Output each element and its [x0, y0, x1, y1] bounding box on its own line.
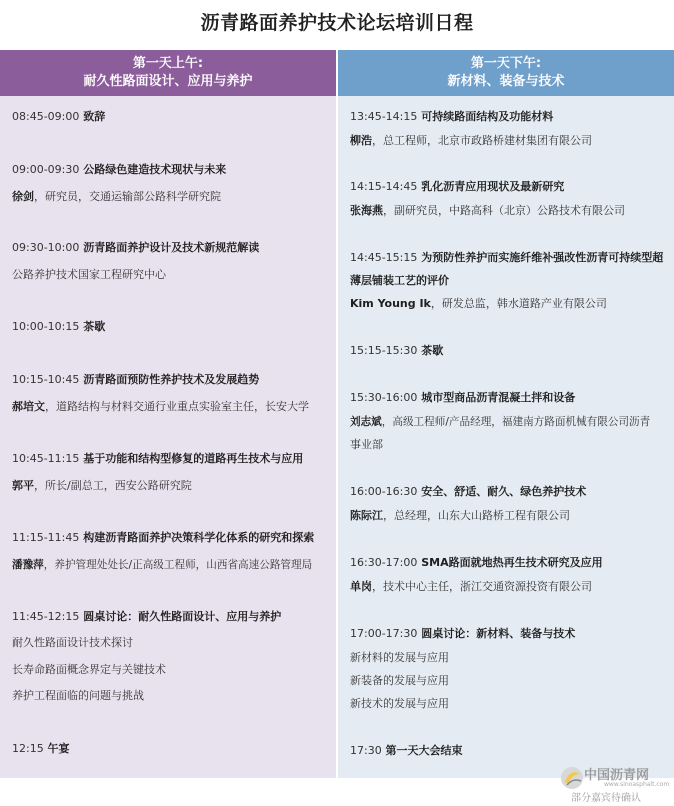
speaker-affiliation: ，总经理，山东大山路桥工程有限公司 — [383, 509, 570, 522]
morning-speaker-7 — [12, 558, 312, 572]
discussion-item: 新装备的发展与应用 — [350, 674, 449, 687]
morning-session-5 — [12, 373, 259, 387]
afternoon-speaker-7 — [350, 580, 592, 594]
session-time: 17:30 — [350, 744, 382, 757]
morning-header-line2: 耐久性路面设计、应用与养护 — [83, 74, 253, 89]
morning-speaker-5 — [12, 400, 309, 414]
discussion-item: 新材料的发展与应用 — [350, 651, 449, 664]
speaker-affiliation: ，所长/副总工，西安公路研究院 — [34, 479, 192, 492]
speaker-name: 刘志斌 — [350, 416, 382, 428]
speaker-affiliation: ，道路结构与材料交通行业重点实验室主任，长安大学 — [45, 400, 309, 413]
session-time: 16:30-17:00 — [350, 556, 418, 569]
speaker-name: 徐剑 — [12, 190, 34, 203]
speaker-name: 单岗 — [350, 580, 372, 593]
discussion-item: 新技术的发展与应用 — [350, 697, 449, 710]
session-time: 14:45-15:15 — [350, 251, 418, 264]
watermark-note: 部分嘉宾待确认 — [571, 793, 641, 804]
afternoon-session-3 — [350, 251, 663, 265]
session-time: 11:45-12:15 — [12, 610, 80, 623]
speaker-name: 张海燕 — [350, 204, 383, 217]
afternoon-speaker-5 — [350, 415, 650, 429]
speaker-affiliation: ，养护管理处处长/正高级工程师，山西省高速公路管理局 — [43, 559, 313, 571]
speaker-name: 郝培文 — [12, 400, 45, 413]
session-topic: 城市型商品沥青混凝土拌和设备 — [421, 391, 576, 404]
session-time: 08:45-09:00 — [12, 110, 80, 123]
afternoon-session-6 — [350, 485, 586, 499]
session-topic: 构建沥青路面养护决策科学化体系的研究和探索 — [83, 531, 315, 544]
session-time: 09:30-10:00 — [12, 241, 80, 254]
morning-speaker-6 — [12, 479, 192, 493]
session-time: 15:30-16:00 — [350, 391, 418, 404]
morning-session-4 — [12, 320, 105, 334]
session-time: 16:00-16:30 — [350, 485, 418, 498]
afternoon-session-4 — [350, 344, 443, 358]
session-time: 13:45-14:15 — [350, 110, 418, 123]
afternoon-speaker-5-affil-cont: 事业部 — [350, 438, 383, 451]
morning-session-9 — [12, 742, 70, 756]
morning-session-2 — [12, 163, 226, 177]
session-topic: 沥青路面养护设计及技术新规范解读 — [83, 241, 260, 254]
session-time: 12:15 — [12, 742, 44, 755]
session-time: 10:45-11:15 — [12, 452, 80, 465]
afternoon-header-line1: 第一天下午: — [470, 56, 542, 71]
session-topic: 第一天大会结束 — [385, 744, 463, 757]
morning-affiliation-3: 公路养护技术国家工程研究中心 — [12, 268, 166, 281]
afternoon-session-5 — [350, 391, 575, 405]
afternoon-session-9 — [350, 744, 463, 758]
speaker-name: 潘豫萍 — [12, 559, 44, 571]
logo-text: 中国沥青网 — [584, 768, 650, 783]
afternoon-speaker-1 — [350, 134, 592, 148]
logo-url: www.sinoasphalt.com — [604, 781, 670, 788]
discussion-item: 养护工程面临的问题与挑战 — [12, 689, 144, 702]
session-time: 17:00-17:30 — [350, 627, 418, 640]
speaker-affiliation: ，副研究员，中路高科（北京）公路技术有限公司 — [383, 204, 625, 217]
discussion-item: 耐久性路面设计技术探讨 — [12, 636, 133, 649]
speaker-name: Kim Young Ik — [350, 297, 431, 310]
afternoon-speaker-3 — [350, 297, 607, 311]
session-topic: SMA路面就地热再生技术研究及应用 — [421, 556, 603, 569]
session-topic: 致辞 — [83, 110, 106, 123]
session-time: 14:15-14:45 — [350, 180, 418, 193]
afternoon-session-7 — [350, 556, 603, 570]
speaker-affiliation: ，高级工程师/产品经理，福建南方路面机械有限公司沥青 — [381, 416, 651, 428]
session-topic: 圆桌讨论：新材料、装备与技术 — [421, 627, 576, 640]
afternoon-header-line2: 新材料、装备与技术 — [447, 74, 565, 89]
session-topic: 安全、舒适、耐久、绿色养护技术 — [421, 485, 587, 498]
speaker-name: 柳浩 — [350, 134, 372, 147]
speaker-name: 郭平 — [12, 479, 34, 492]
afternoon-session-3-topic-cont: 薄层铺装工艺的评价 — [350, 274, 449, 287]
session-topic: 午宴 — [47, 742, 70, 755]
session-topic: 圆桌讨论：耐久性路面设计、应用与养护 — [83, 610, 282, 623]
page-title: 沥青路面养护技术论坛培训日程 — [200, 12, 474, 34]
session-time: 11:15-11:45 — [12, 531, 80, 544]
morning-speaker-2 — [12, 190, 221, 204]
afternoon-speaker-6 — [350, 509, 570, 523]
afternoon-speaker-2 — [350, 204, 625, 218]
morning-session-7 — [12, 531, 314, 545]
session-time: 10:00-10:15 — [12, 320, 80, 333]
discussion-item: 长寿命路面概念界定与关键技术 — [12, 663, 166, 676]
morning-session-1 — [12, 110, 105, 124]
morning-session-3 — [12, 241, 259, 255]
afternoon-session-2 — [350, 180, 564, 194]
afternoon-session-8 — [350, 627, 575, 641]
speaker-affiliation: ，技术中心主任，浙江交通资源投资有限公司 — [372, 580, 592, 593]
session-time: 09:00-09:30 — [12, 163, 80, 176]
session-time: 15:15-15:30 — [350, 344, 418, 357]
afternoon-header — [338, 50, 674, 96]
speaker-affiliation: ，研究员，交通运输部公路科学研究院 — [34, 190, 221, 203]
session-topic: 沥青路面预防性养护技术及发展趋势 — [83, 373, 260, 386]
afternoon-session-1 — [350, 110, 553, 124]
speaker-affiliation: ，研发总监，韩水道路产业有限公司 — [430, 297, 607, 310]
morning-header — [0, 50, 336, 96]
morning-header-line1: 第一天上午: — [132, 56, 204, 71]
morning-session-8 — [12, 610, 281, 624]
morning-session-6 — [12, 452, 303, 466]
session-topic: 乳化沥青应用现状及最新研究 — [421, 180, 565, 193]
session-topic: 基于功能和结构型修复的道路再生技术与应用 — [83, 452, 304, 465]
session-topic: 茶歇 — [83, 320, 106, 333]
session-topic: 为预防性养护而实施纤维补强改性沥青可持续型超 — [421, 251, 664, 264]
session-topic: 公路绿色建造技术现状与未来 — [83, 163, 227, 176]
session-topic: 可持续路面结构及功能材料 — [421, 110, 554, 123]
speaker-affiliation: ，总工程师，北京市政路桥建材集团有限公司 — [372, 134, 592, 147]
session-topic: 茶歇 — [421, 344, 444, 357]
speaker-name: 陈际江 — [350, 509, 383, 522]
session-time: 10:15-10:45 — [12, 373, 80, 386]
